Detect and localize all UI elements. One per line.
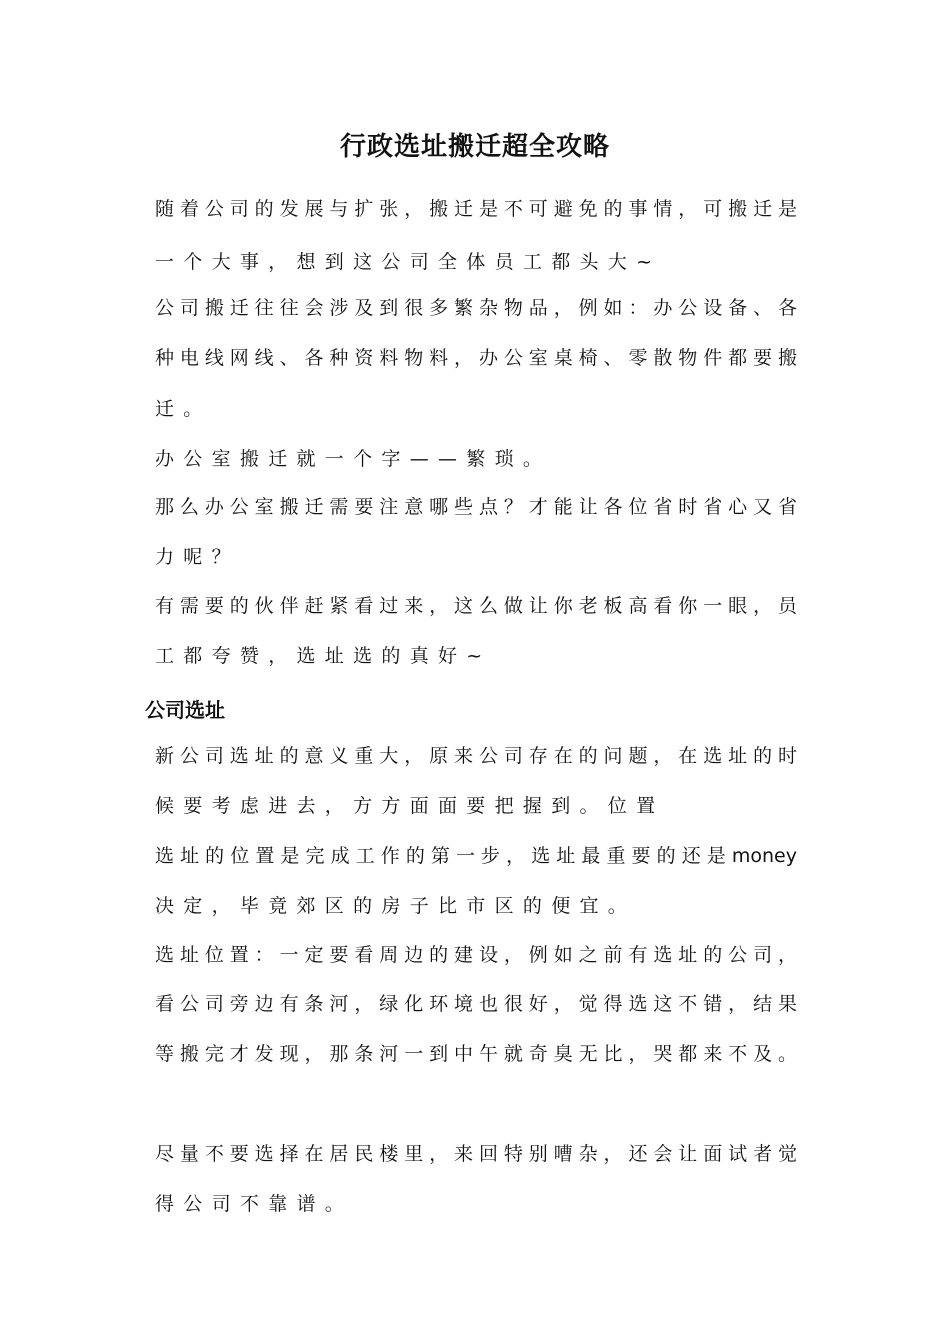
paragraph-line: 迁。	[155, 398, 212, 420]
paragraph-line: 种电线网线、各种资料物料，办公室桌椅、零散物件都要搬	[155, 347, 797, 369]
paragraph-line: 办公室搬迁就一个字——繁琐。	[155, 448, 552, 470]
document-title: 行政选址搬迁超全攻略	[339, 132, 610, 162]
paragraph-line: 随着公司的发展与扩张，搬迁是不可避免的事情，可搬迁是	[155, 198, 797, 220]
paragraph-line: 看公司旁边有条河，绿化环境也很好，觉得选这不错，结果	[155, 993, 797, 1015]
paragraph-line: 工都夸赞，选址选的真好~	[155, 645, 492, 667]
paragraph-line: 尽量不要选择在居民楼里，来回特别嘈杂，还会让面试者觉	[155, 1143, 797, 1165]
paragraph-line: 那么办公室搬迁需要注意哪些点？才能让各位省时省心又省	[155, 496, 797, 518]
paragraph-line: 等搬完才发现，那条河一到中午就奇臭无比，哭都来不及。	[155, 1043, 797, 1065]
section-heading: 公司选址	[145, 698, 225, 722]
paragraph-line: 候要考虑进去，方方面面要把握到。位置	[155, 795, 665, 817]
paragraph-line: 公司搬迁往往会涉及到很多繁杂物品，例如：办公设备、各	[155, 297, 797, 319]
paragraph-line: 选址的位置是完成工作的第一步，选址最重要的还是money	[155, 845, 797, 867]
paragraph-line: 新公司选址的意义重大，原来公司存在的问题，在选址的时	[155, 745, 797, 767]
paragraph-line: 得公司不靠谱。	[155, 1193, 354, 1215]
paragraph-line: 有需要的伙伴赶紧看过来，这么做让你老板高看你一眼，员	[155, 595, 797, 617]
paragraph-line: 力呢？	[155, 546, 240, 568]
paragraph-line: 一个大事，想到这公司全体员工都头大~	[155, 251, 662, 273]
paragraph-line: 决定，毕竟郊区的房子比市区的便宜。	[155, 895, 637, 917]
paragraph-line: 选址位置：一定要看周边的建设，例如之前有选址的公司，	[155, 944, 797, 966]
